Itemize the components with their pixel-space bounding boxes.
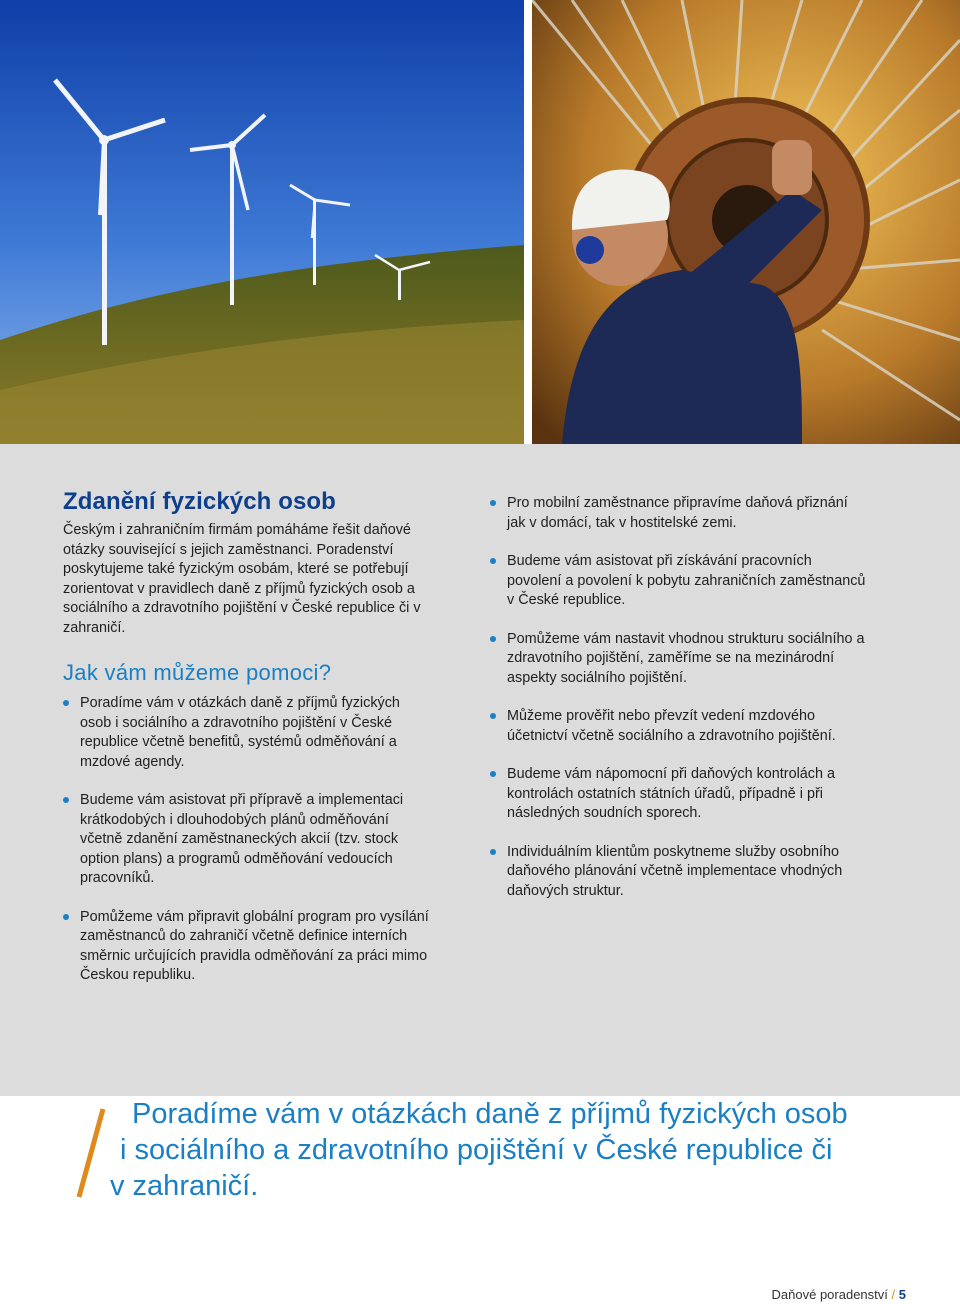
footer-label: Daňové poradenství xyxy=(771,1287,888,1302)
list-item: Individuálním klientům poskytneme služby osobního daňového plánování včetně implementace vhodných daňových struktur. xyxy=(490,843,870,902)
list-item: Můžeme prověřit nebo převzít vedení mzdového účetnictví včetně sociálního a zdravotního pojištění. xyxy=(490,707,870,746)
wind-turbines-photo xyxy=(0,0,524,444)
list-item: Budeme vám asistovat při přípravě a implementaci krátkodobých i dlouhodobých plánů odměňování včetně zdanění zaměstnaneckých akcií (tzv. stock option plans) a programů odměňování vedoucích pracovníků. xyxy=(63,791,433,889)
bullet-icon xyxy=(63,914,69,920)
list-item: Budeme vám asistovat při získávání pracovních povolení a povolení k pobytu zahraničních zaměstnanců v České republice. xyxy=(490,552,870,611)
bullet-icon xyxy=(63,700,69,706)
section-title: Zdanění fyzických osob xyxy=(63,488,336,515)
list-item: Poradíme vám v otázkách daně z příjmů fyzických osob i sociálního a zdravotního pojištění v České republice včetně benefitů, systémů odměňování a mzdové agendy. xyxy=(63,694,433,772)
pull-quote xyxy=(110,1096,870,1204)
bullet-icon xyxy=(63,797,69,803)
pull-quote-line: i sociálního a zdravotního pojištění v České republice či xyxy=(120,1134,833,1166)
intro-paragraph: Českým i zahraničním firmám pomáháme řešit daňové otázky související s jejich zaměstnanci. Poradenství poskytujeme také fyzickým osobám, které se potřebují zorientovat v pravidlech daně z příjmů fyzických osob a sociálního a zdravotního pojištění v České republice či v zahraničí. xyxy=(63,522,421,636)
list-item: Budeme vám nápomocní při daňových kontrolách a kontrolách ostatních státních úřadů, případně i při následných soudních sporech. xyxy=(490,765,870,824)
bullet-icon xyxy=(490,558,496,564)
services-list-left xyxy=(63,694,433,1005)
slash-icon xyxy=(72,1106,106,1200)
bullet-icon xyxy=(490,713,496,719)
list-item: Pro mobilní zaměstnance připravíme daňová přiznání jak v domácí, tak v hostitelské zemi. xyxy=(490,494,870,533)
bullet-icon xyxy=(490,849,496,855)
page-number: 5 xyxy=(898,1287,906,1302)
footer-separator: / xyxy=(891,1287,896,1302)
bullet-icon xyxy=(490,771,496,777)
subheading: Jak vám můžeme pomoci? xyxy=(63,660,332,685)
bullet-icon xyxy=(490,636,496,642)
services-list-right xyxy=(490,494,870,920)
pull-quote-line: Poradíme vám v otázkách daně z příjmů fyzických osob xyxy=(132,1098,848,1130)
bullet-icon xyxy=(490,500,496,506)
list-item: Pomůžeme vám připravit globální program pro vysílání zaměstnanců do zahraničí včetně definice interních směrnic určujících pravidla odměňování za práci mimo Českou republiku. xyxy=(63,908,433,986)
page-footer xyxy=(772,1287,906,1302)
turbine-engineer-photo xyxy=(532,0,960,444)
list-item: Pomůžeme vám nastavit vhodnou strukturu sociálního a zdravotního pojištění, zaměříme se na mezinárodní aspekty sociálního pojištění. xyxy=(490,630,870,689)
pull-quote-line: v zahraničí. xyxy=(110,1170,259,1202)
